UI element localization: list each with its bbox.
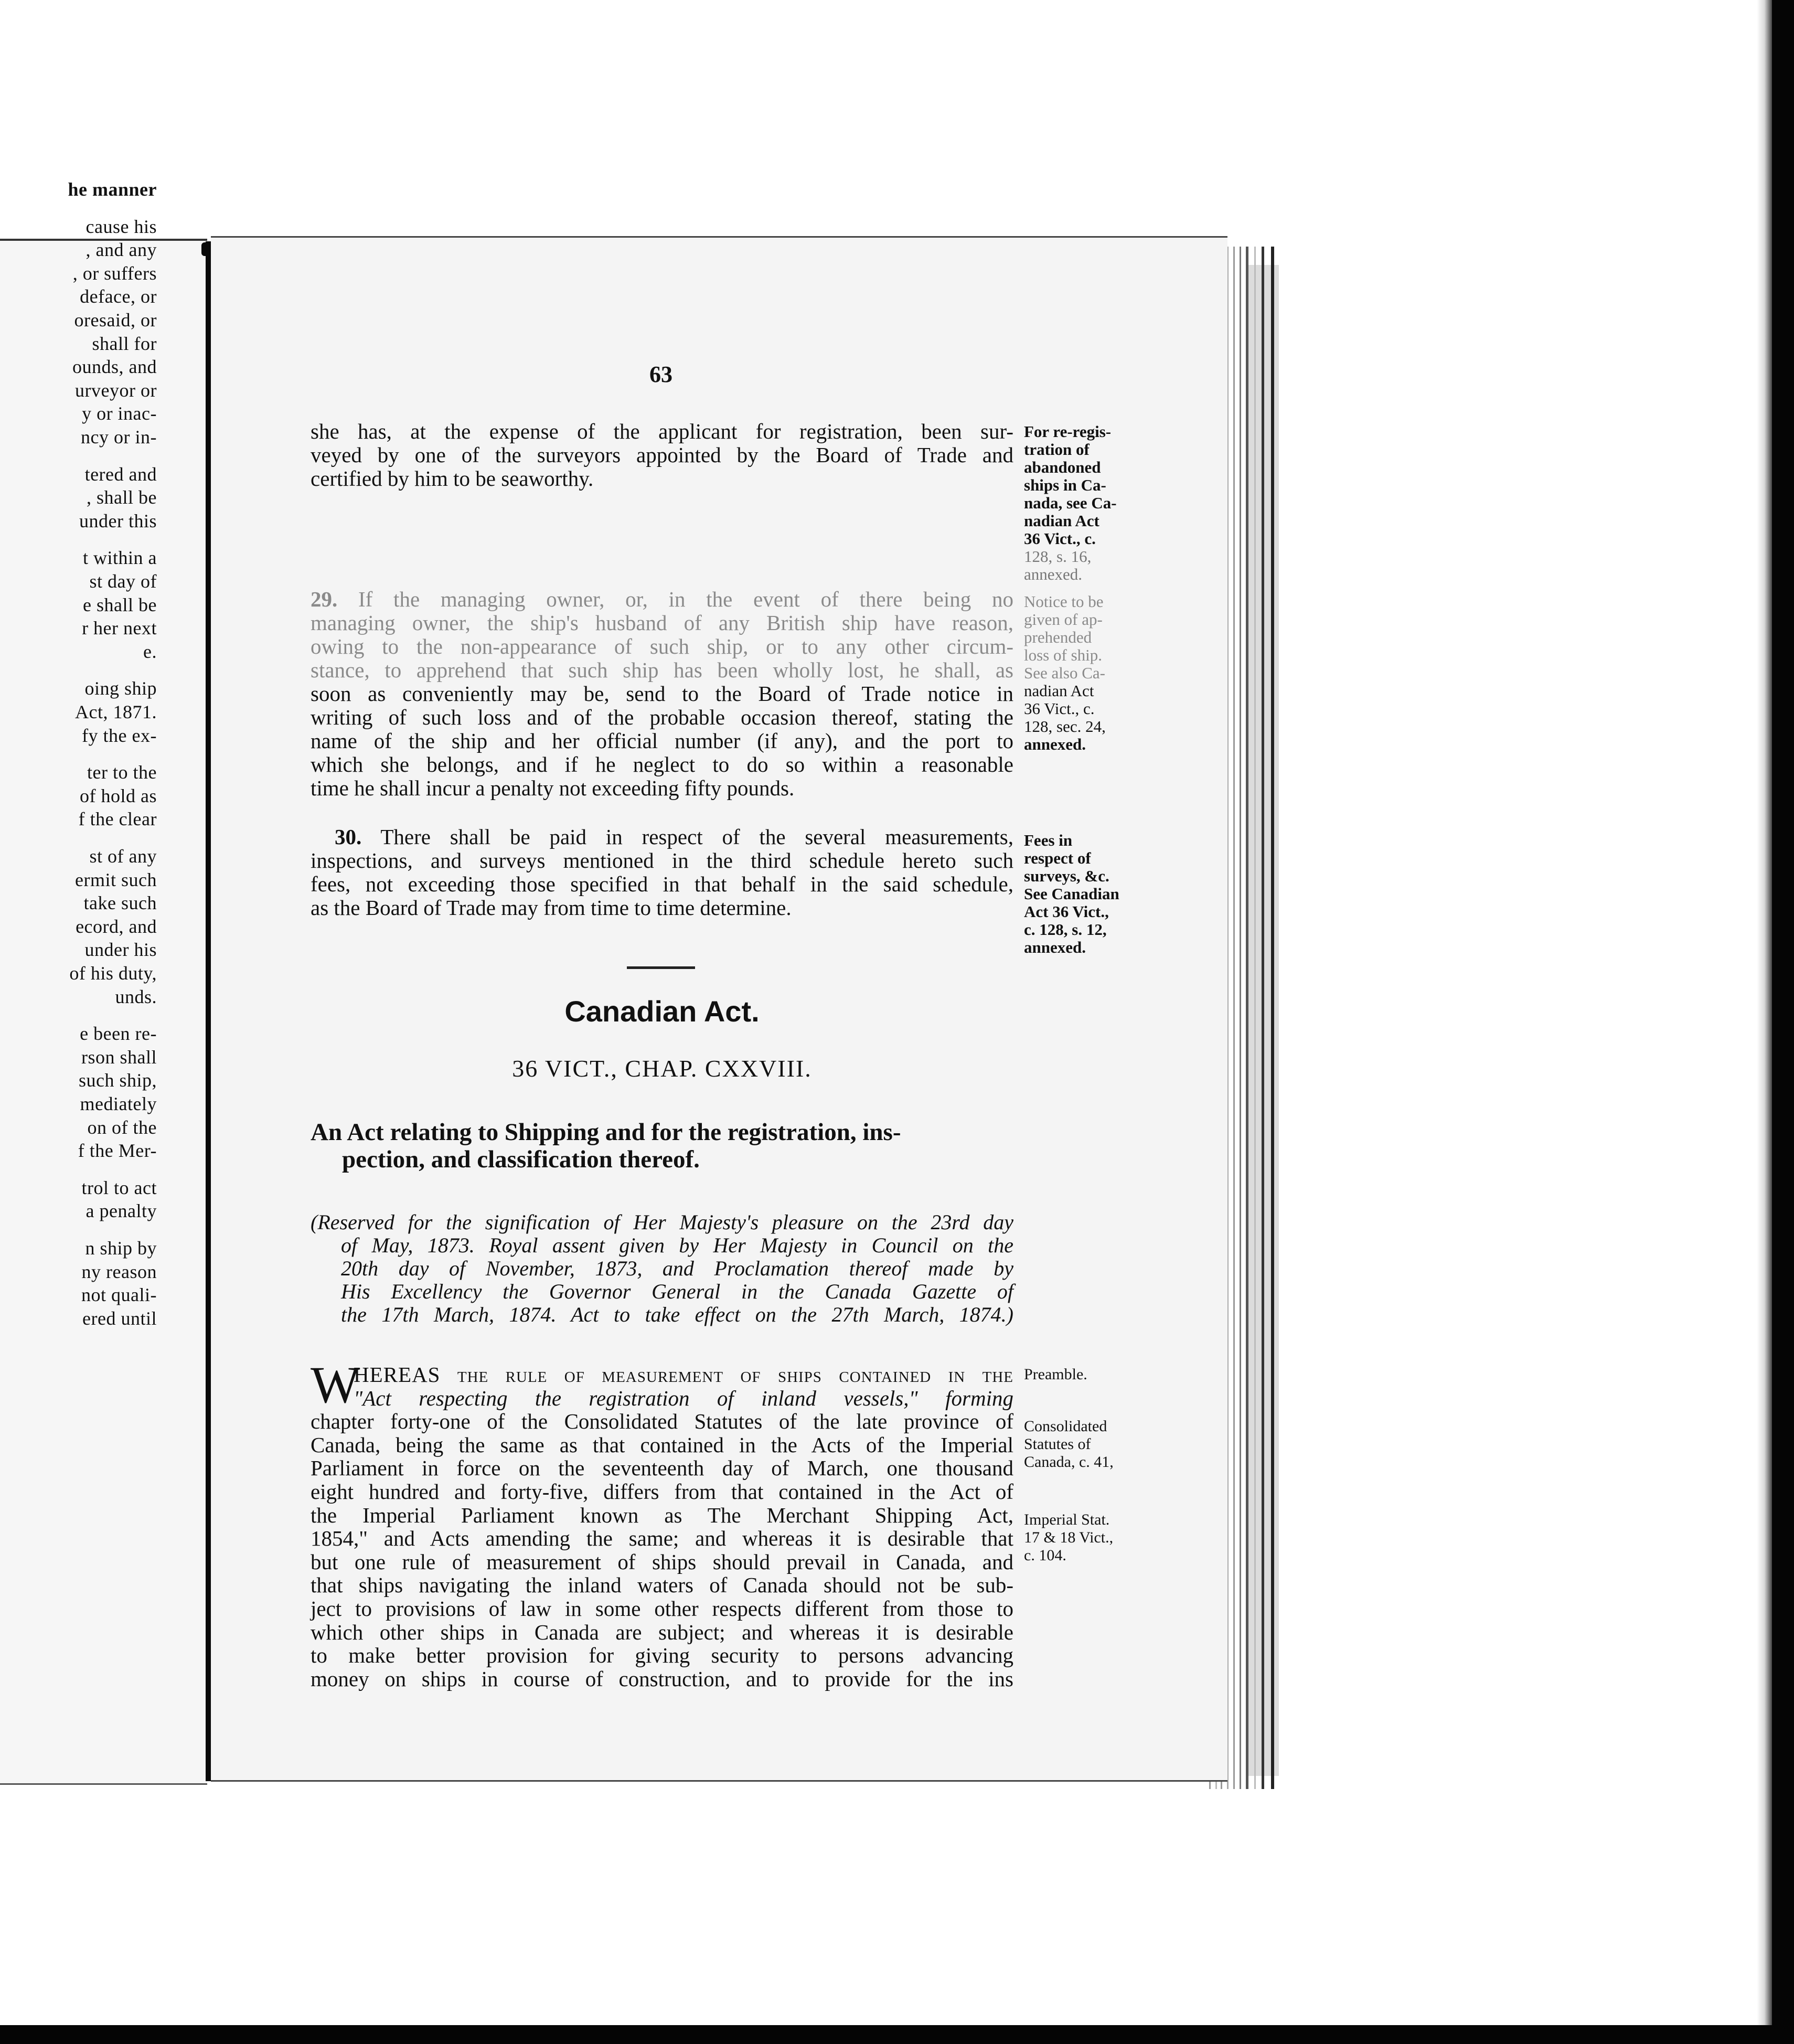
- scan-edge-gradient: [1747, 0, 1772, 2044]
- text-line: the Imperial Parliament known as The Merchant Shipping Act,: [311, 1503, 1013, 1527]
- text-line: HEREAS the rule of measurement of ships contained in the: [354, 1362, 1013, 1387]
- left-page-line: fy the ex-: [82, 725, 157, 746]
- left-page-line: ered until: [82, 1307, 157, 1329]
- left-page-line: such ship,: [79, 1070, 157, 1091]
- drop-cap: W: [311, 1356, 360, 1414]
- left-page-line: r her next: [82, 618, 157, 639]
- left-page-line: st of any: [89, 846, 157, 867]
- text-line: as the Board of Trade may from time to time determine.: [311, 896, 792, 920]
- text-line: veyed by one of the surveyors appointed by the Board of Trade and: [311, 443, 1013, 467]
- text-line: Canada, being the same as that contained in the Acts of the Imperial: [311, 1432, 1013, 1457]
- text-line: 29. If the managing owner, or, in the event of there being no: [311, 587, 1014, 611]
- text-line: owing to the non-appearance of such ship, or to any other circum-: [311, 634, 1013, 658]
- left-page-line: ounds, and: [72, 356, 157, 378]
- text-line: inspections, and surveys mentioned in the third schedule hereto such: [311, 848, 1013, 872]
- left-page-line: n ship by: [85, 1238, 157, 1259]
- text-line: soon as conveniently may be, send to the Board of Trade notice in: [311, 682, 1013, 706]
- left-page-line: on of the: [87, 1116, 157, 1138]
- scan-border-right: [1772, 0, 1794, 2044]
- left-page-line: st day of: [89, 571, 157, 592]
- text-line: which she belongs, and if he neglect to do so within a reasonable: [311, 752, 1013, 776]
- margin-note-fees: Fees in respect of surveys, &c. See Canadian Act 36 Vict., c. 128, s. 12, annexed.: [1024, 831, 1119, 956]
- left-page-line: under his: [84, 939, 157, 961]
- margin-note-reregistration: For re-regis- tration of abandoned ships in Ca- nada, see Ca- nadian Act 36 Vict., c. 128, s. 16, annexed.: [1024, 422, 1117, 583]
- text-line: writing of such loss and of the probable occasion thereof, stating the: [311, 705, 1013, 729]
- text-line: "Act respecting the registration of inland vessels," forming: [354, 1386, 1013, 1410]
- section-29: [311, 588, 1013, 800]
- text-line: 1854," and Acts amending the same; and whereas it is desirable that: [311, 1526, 1013, 1551]
- left-page-line: urveyor or: [75, 379, 157, 401]
- text-line: eight hundred and forty-five, differs from that contained in the Act of: [311, 1479, 1013, 1504]
- text-line: pection, and classification thereof.: [342, 1146, 700, 1173]
- act-title: Canadian Act.: [564, 995, 760, 1028]
- page-number: 63: [649, 361, 672, 387]
- margin-note-consolidated-statutes: Consolidated Statutes of Canada, c. 41,: [1024, 1418, 1114, 1471]
- section-30: [311, 825, 1013, 920]
- left-page-line: , or suffers: [72, 262, 157, 284]
- left-page-line: take such: [83, 892, 157, 914]
- left-page-line: trol to act: [81, 1177, 157, 1198]
- text-line: managing owner, the ship's husband of any British ship have reason,: [311, 611, 1013, 635]
- left-page-line: under this: [79, 510, 157, 531]
- left-page-line: mediately: [80, 1093, 157, 1114]
- text-line: 20th day of November, 1873, and Proclamation thereof made by: [341, 1257, 1013, 1280]
- left-page-line: cause his: [86, 216, 157, 237]
- text-line: ject to provisions of law in some other respects different from those to: [311, 1596, 1013, 1621]
- left-page-line: a penalty: [86, 1200, 157, 1222]
- left-page-line: not quali-: [81, 1284, 157, 1306]
- left-page-line: rson shall: [81, 1046, 157, 1068]
- left-page-line: of hold as: [80, 785, 157, 806]
- margin-note-notice-of-loss: Notice to be given of ap- prehended loss of ship. See also Ca- nadian Act 36 Vict., c. 128, sec. 24, annexed.: [1024, 592, 1106, 753]
- left-page-line: ter to the: [87, 762, 157, 783]
- text-line: the 17th March, 1874. Act to take effect on the 27th March, 1874.): [341, 1303, 1013, 1326]
- left-page-line: , and any: [86, 239, 157, 261]
- left-page-line: f the clear: [78, 808, 157, 830]
- left-page-line: e been re-: [80, 1023, 157, 1045]
- preamble-paragraph: [311, 1356, 1013, 1691]
- text-line: fees, not exceeding those specified in that behalf in the said schedule,: [311, 872, 1013, 896]
- margin-note-preamble: Preamble.: [1024, 1366, 1087, 1383]
- left-page-line: he manner: [68, 179, 157, 200]
- left-page-fragment: [0, 179, 207, 1785]
- left-page-line: ecord, and: [76, 915, 157, 937]
- text-line: she has, at the expense of the applicant for registration, been sur-: [311, 419, 1013, 443]
- left-page-line: y or inac-: [82, 403, 157, 424]
- left-page-line: unds.: [115, 986, 157, 1007]
- reservation-note: [311, 1211, 1013, 1326]
- text-line: An Act relating to Shipping and for the registration, ins-: [311, 1119, 901, 1146]
- left-page-line: deface, or: [80, 286, 157, 307]
- text-line: (Reserved for the signification of Her Majesty's pleasure on the 23rd day: [311, 1210, 1013, 1234]
- text-line: chapter forty-one of the Consolidated Statutes of the late province of: [311, 1409, 1013, 1434]
- left-page-line: oresaid, or: [74, 310, 157, 331]
- text-line: stance, to apprehend that such ship has been wholly lost, he shall, as: [311, 658, 1013, 682]
- text-line: certified by him to be seaworthy.: [311, 466, 594, 491]
- text-line: to make better provision for giving security to persons advancing: [311, 1643, 1013, 1668]
- book-binding: [206, 241, 211, 1781]
- text-line: which other ships in Canada are subject; and whereas it is desirable: [311, 1620, 1013, 1644]
- left-page-line: Act, 1871.: [75, 701, 157, 722]
- chapter-heading: 36 VICT., CHAP. CXXVIII.: [512, 1055, 812, 1082]
- scan-border-bottom: [0, 2025, 1794, 2044]
- section-number: 30.: [335, 825, 362, 849]
- text-line: that ships navigating the inland waters of Canada should not be sub-: [311, 1573, 1013, 1598]
- text-line: but one rule of measurement of ships should prevail in Canada, and: [311, 1549, 1013, 1574]
- text-line: name of the ship and her official number (if any), and the port to: [311, 729, 1013, 753]
- act-subtitle: [311, 1119, 1013, 1173]
- text-line: of May, 1873. Royal assent given by Her Majesty in Council on the: [341, 1233, 1013, 1257]
- left-page-line: e.: [143, 641, 157, 662]
- left-page-line: e shall be: [83, 594, 157, 615]
- text-line: Parliament in force on the seventeenth day of March, one thousand: [311, 1456, 1013, 1481]
- left-page-line: , shall be: [87, 487, 157, 508]
- left-page-line: tered and: [84, 463, 157, 485]
- text-line: His Excellency the Governor General in the Canada Gazette of: [341, 1280, 1013, 1303]
- left-page-line: ny reason: [81, 1261, 157, 1282]
- continuation-paragraph: [311, 420, 1013, 491]
- left-page-line: of his duty,: [69, 963, 157, 984]
- section-number: 29.: [311, 587, 338, 611]
- margin-note-imperial-statute: Imperial Stat. 17 & 18 Vict., c. 104.: [1024, 1511, 1114, 1564]
- text-line: 30. There shall be paid in respect of the several measurements,: [335, 825, 1013, 849]
- left-page-line: shall for: [92, 333, 157, 354]
- text-line: time he shall incur a penalty not exceeding fifty pounds.: [311, 776, 795, 800]
- text-line: money on ships in course of construction, and to provide for the ins: [311, 1666, 1013, 1691]
- left-page-line: f the Mer-: [78, 1140, 157, 1162]
- left-page-line: ermit such: [75, 869, 157, 890]
- left-page-line: t within a: [83, 547, 157, 569]
- left-page-line: oing ship: [84, 678, 157, 699]
- left-page-line: ncy or in-: [81, 427, 157, 448]
- section-separator: [627, 966, 695, 969]
